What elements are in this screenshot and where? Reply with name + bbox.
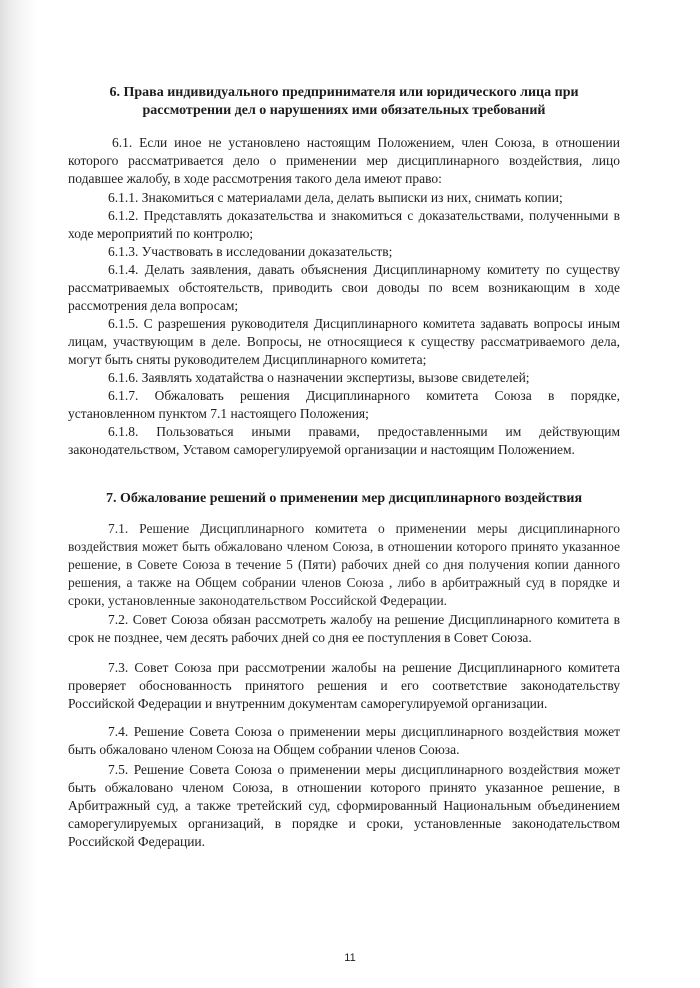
- paragraph-6-1-7: 6.1.7. Обжаловать решения Дисциплинарного комитета Союза в порядке, установленном пунктом 7.1 настоящего Положения;: [68, 388, 620, 421]
- paragraph-7-1: 7.1. Решение Дисциплинарного комитета о применении меры дисциплинарного воздействия может быть обжаловано членом Союза, в отношении которого принято указанное решение, в Совете Союза в течение 5 (Пяти) рабочих дней со дня получения копии данного решения, а также на Общем собрании членов Союза , либо в арбитражный суд в порядке и сроки, установленные законодательством Российской Федерации.: [68, 521, 620, 608]
- section-6-title-line-1: 6. Права индивидуального предпринимателя или юридического лица при: [109, 85, 579, 100]
- paragraph-6-1-1: 6.1.1. Знакомиться с материалами дела, делать выписки из них, снимать копии;: [108, 190, 563, 205]
- scan-shadow-edge: [0, 0, 38, 988]
- paragraph-7-4: 7.4. Решение Совета Союза о применении меры дисциплинарного воздействия может быть обжаловано членом Союза на Общем собрании членов Союза.: [68, 724, 620, 757]
- paragraph-6-1-4: 6.1.4. Делать заявления, давать объяснения Дисциплинарному комитету по существу рассматриваемых обстоятельств, приводить свои доводы по всем возникающим в ходе рассмотрения дела вопросам;: [68, 262, 620, 313]
- section-7: [68, 490, 620, 851]
- page-number: 11: [344, 952, 356, 964]
- paragraph-6-1-5: 6.1.5. С разрешения руководителя Дисциплинарного комитета задавать вопросы иным лицам, участвующим в деле. Вопросы, не относящиеся к существу рассматриваемого дела, могут быть сняты руководителем Дисциплинарного комитета;: [68, 316, 620, 367]
- paragraph-7-5: 7.5. Решение Совета Союза о применении меры дисциплинарного воздействия может быть обжаловано членом Союза, в отношении которого принято указанное решение, в Арбитражный суд, а также третейский суд, сформированный Национальным объединением саморегулируемых организаций, в порядке и сроки, установленные законодательством Российской Федерации.: [68, 762, 620, 849]
- paragraph-6-1-6: 6.1.6. Заявлять ходатайства о назначении экспертизы, вызове свидетелей;: [108, 370, 530, 385]
- section-7-title: 7. Обжалование решений о применении мер дисциплинарного воздействия: [105, 491, 583, 506]
- paragraph-6-1-8: 6.1.8. Пользоваться иными правами, предоставленными им действующим законодательством, Уставом саморегулируемой организации и настоящим Положением.: [68, 424, 620, 457]
- paragraph-6-1-2: 6.1.2. Представлять доказательства и знакомиться с доказательствами, полученными в ходе мероприятий по контролю;: [68, 208, 620, 241]
- paragraph-7-2: 7.2. Совет Союза обязан рассмотреть жалобу на решение Дисциплинарного комитета в срок не позднее, чем десять рабочих дней со дня ее поступления в Совет Союза.: [68, 612, 620, 645]
- paragraph-6-1-3: 6.1.3. Участвовать в исследовании доказательств;: [108, 244, 393, 259]
- section-6-title-line-2: рассмотрении дел о нарушениях ими обязательных требований: [142, 103, 546, 118]
- section-6: [68, 84, 620, 459]
- paragraph-7-3: 7.3. Совет Союза при рассмотрении жалобы на решение Дисциплинарного комитета проверяет обоснованность принятого решения и его соответствие законодательству Российской Федерации и внутренним документам саморегулируемой организации.: [68, 660, 620, 711]
- paragraph-6-1: 6.1. Если иное не установлено настоящим Положением, член Союза, в отношении которого рассматривается дело о применении мер дисциплинарного воздействия, лицо подавшее жалобу, в ходе рассмотрения такого дела имеют право:: [68, 135, 620, 186]
- document-page: [68, 84, 620, 851]
